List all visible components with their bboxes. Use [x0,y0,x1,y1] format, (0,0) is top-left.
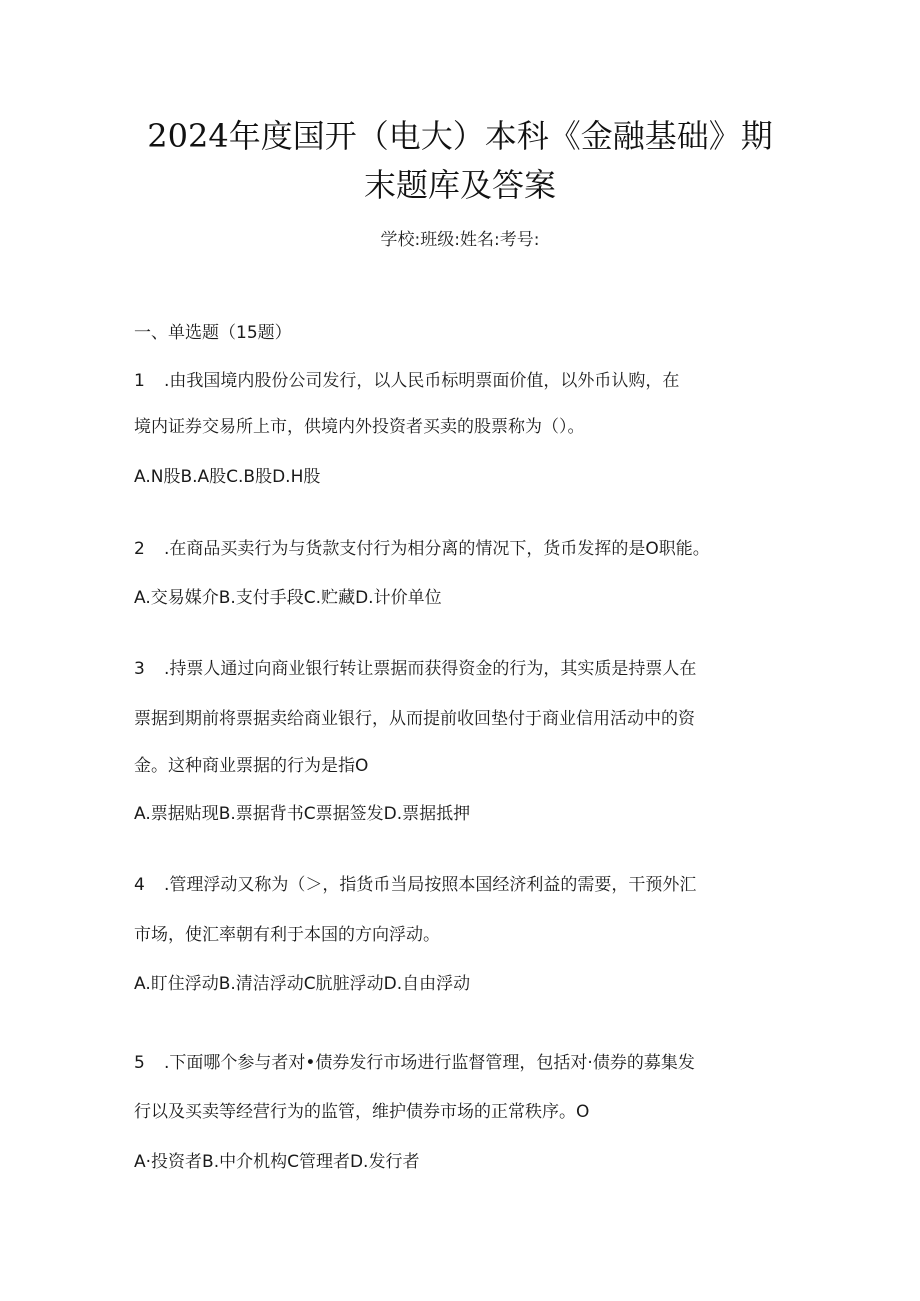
question-number: 5 [134,1053,145,1073]
question-4-options: A.盯住浮动B.清洁浮动C肮脏浮动D.自由浮动 [134,974,471,994]
question-5-options: A·投资者B.中介机构C管理者D.发行者 [134,1152,420,1172]
question-4-line-1 [134,872,696,898]
question-number: 4 [134,875,145,895]
question-number: 2 [134,539,145,559]
question-text: .下面哪个参与者对•债券发行市场进行监督管理，包括对·债券的募集发 [164,1053,695,1073]
document-title-line-2: 末题库及答案 [363,166,556,204]
question-1-line-1 [134,368,679,394]
student-info-line: 学校:班级:姓名:考号: [380,230,540,250]
question-2-options: A.交易媒介B.支付手段C.贮藏D.计价单位 [134,588,442,608]
section-heading: 一、单选题（15题） [134,323,292,343]
question-4-line-2: 市场，使汇率朝有利于本国的方向浮动。 [134,925,440,945]
question-3-line-3: 金。这种商业票据的行为是指O [134,756,369,776]
question-1-line-2: 境内证券交易所上市，供境内外投资者买卖的股票称为（）。 [134,417,585,437]
question-number: 1 [134,371,145,391]
question-3-options: A.票据贴现B.票据背书C票据签发D.票据抵押 [134,804,471,824]
question-text: .由我国境内股份公司发行，以人民币标明票面价值，以外币认购，在 [164,371,680,391]
question-number: 3 [134,659,145,679]
question-text: .在商品买卖行为与货款支付行为相分离的情况下，货币发挥的是O职能。 [164,539,710,559]
question-5-line-1 [134,1050,695,1076]
question-5-line-2: 行以及买卖等经营行为的监管，维护债券市场的正常秩序。O [134,1102,590,1122]
document-title-line-1: 2024年度国开（电大）本科《金融基础》期 [147,117,773,155]
question-text: .持票人通过向商业银行转让票据而获得资金的行为，其实质是持票人在 [164,659,697,679]
question-1-options: A.N股B.A股C.B股D.H股 [134,467,321,487]
question-2-line-1 [134,536,710,562]
question-text: .管理浮动又称为（＞，指货币当局按照本国经济利益的需要，干预外汇 [164,875,697,895]
question-3-line-2: 票据到期前将票据卖给商业银行，从而提前收回垫付于商业信用活动中的资 [134,709,695,729]
question-3-line-1 [134,656,696,682]
